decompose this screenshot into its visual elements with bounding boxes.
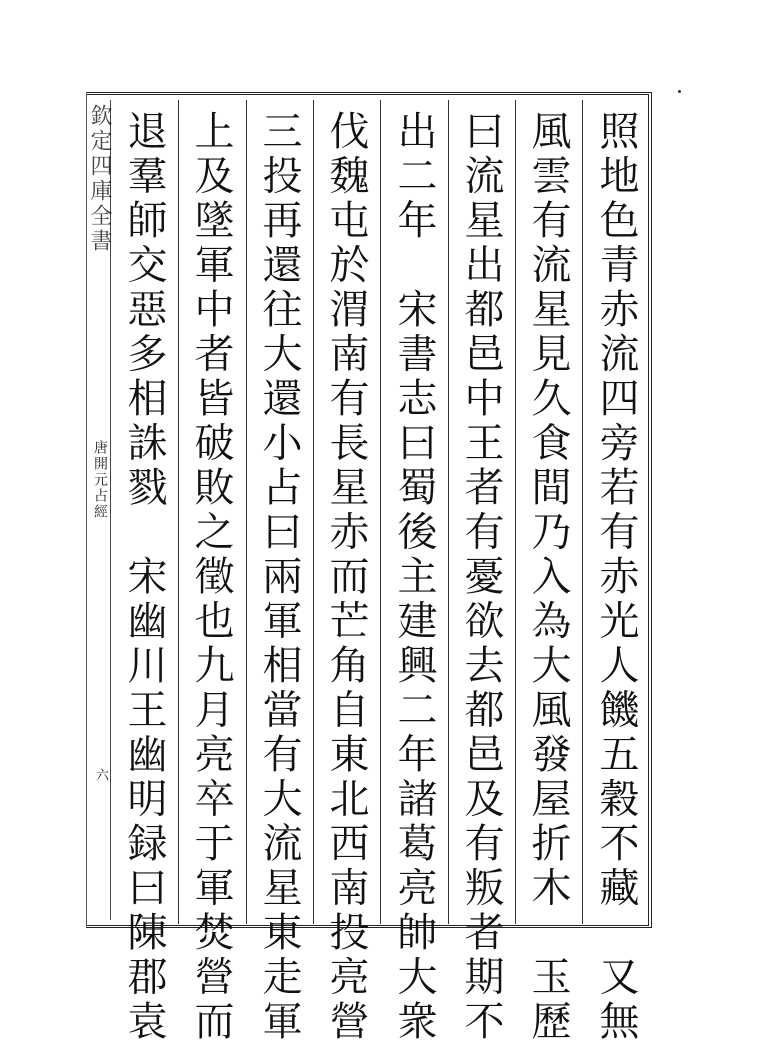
margin-collection-title: 欽定四庫全書 — [87, 104, 112, 254]
margin-page-number: 六 — [93, 768, 108, 781]
ink-speck — [678, 90, 681, 93]
text-column-2: 風雲有流星見久食間乃入為大風發屋折木 玉歷 — [525, 110, 571, 1045]
text-column-7: 上及墜軍中者皆破敗之徵也九月亮卒于軍焚營而 — [188, 110, 234, 1045]
text-column-6: 三投再還往大還小占曰兩軍相當有大流星東走軍 — [256, 110, 302, 1045]
margin-book-title: 唐開元占經 — [92, 440, 108, 520]
text-column-3: 曰流星出都邑中王者有憂欲去都邑及有叛者期不 — [458, 110, 504, 1045]
text-column-1: 照地色青赤流四旁若有赤光人饑五穀不藏 又無 — [593, 110, 639, 1045]
column-divider — [582, 100, 583, 924]
text-column-4: 出二年 宋書志曰蜀後主建興二年諸葛亮帥大衆 — [391, 110, 437, 1045]
text-column-8: 退羣師交惡多相誅戮 宋幽川王幽明録曰陳郡袁 — [121, 110, 167, 1045]
text-column-5: 伐魏屯於渭南有長星赤而芒角自東北西南投亮營 — [323, 110, 369, 1045]
column-divider — [380, 100, 381, 924]
